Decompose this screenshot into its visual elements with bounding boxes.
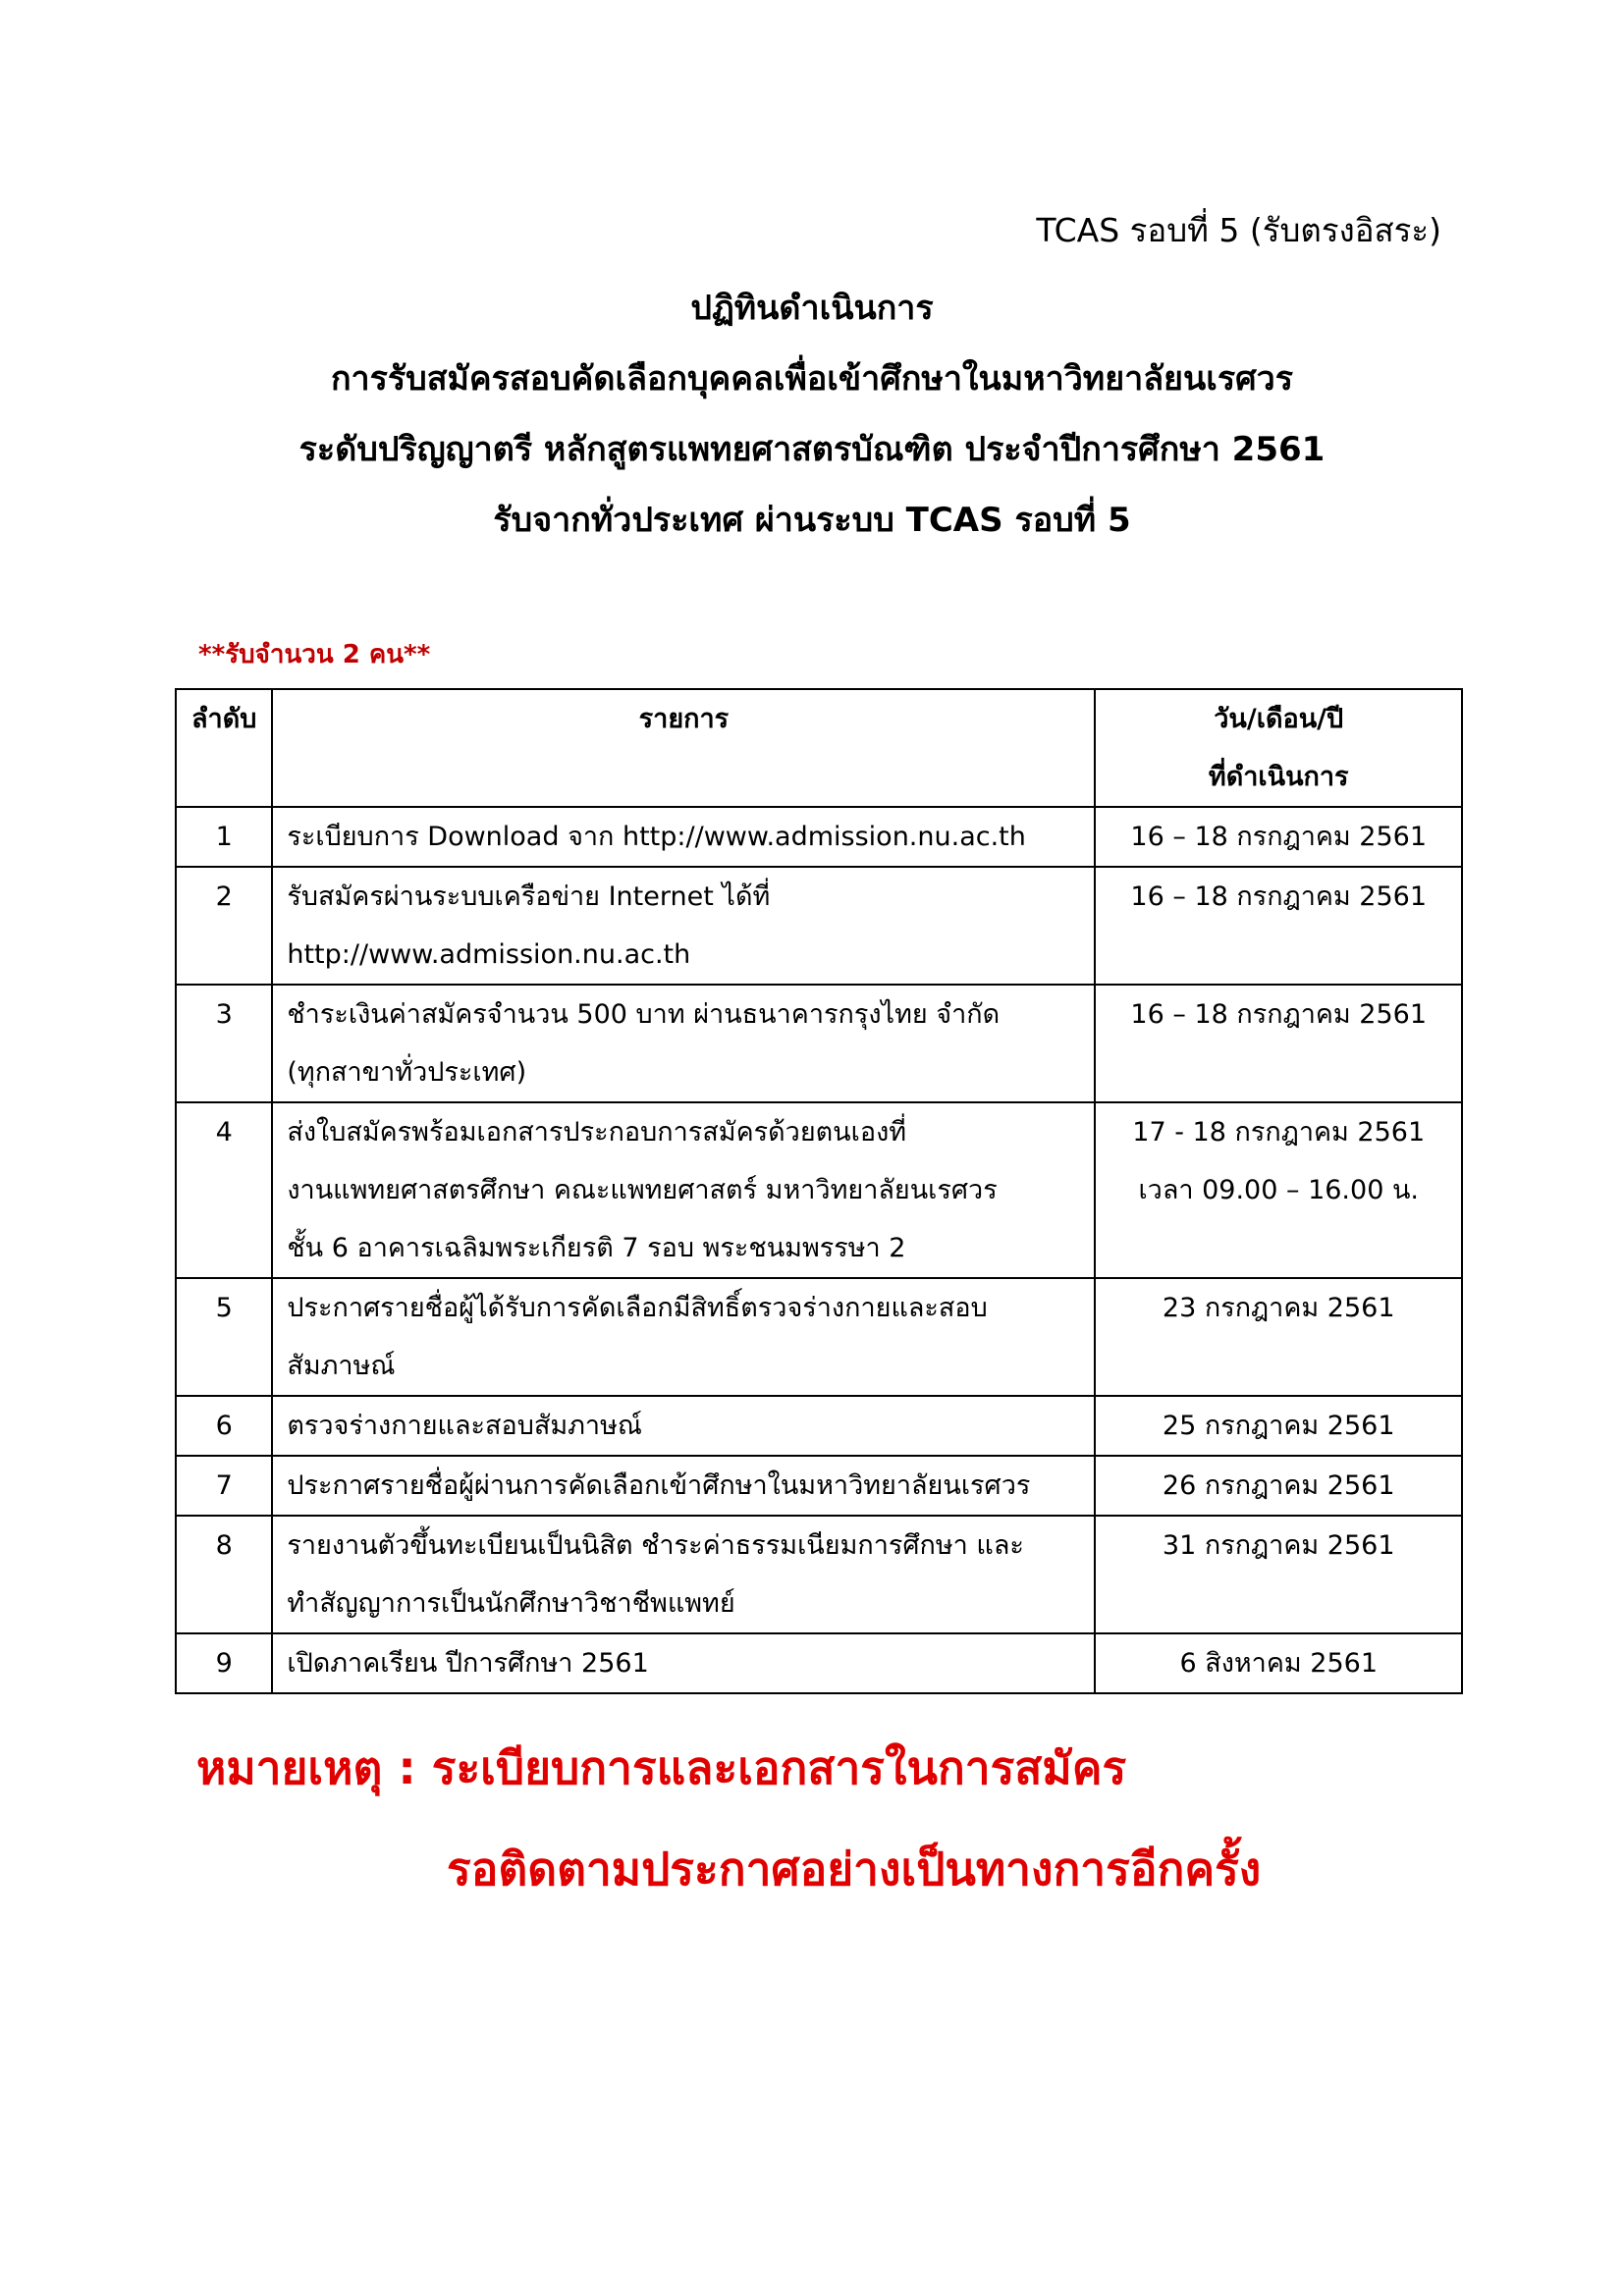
table-header-row [176,689,1462,807]
table-row [176,1278,1462,1396]
title-line: ระดับปริญญาตรี หลักสูตรแพทยศาสตรบัณฑิต ประจำปีการศึกษา 2561 [298,430,1326,469]
row-item-line: ส่งใบสมัครพร้อมเอกสารประกอบการสมัครด้วยตนเองที่ [287,1117,907,1148]
row-number: 7 [176,1456,272,1516]
row-date-line: 16 – 18 กรกฎาคม 2561 [1130,881,1428,912]
header-no: ลำดับ [176,689,272,807]
row-date [1095,1516,1462,1633]
row-number: 5 [176,1278,272,1396]
row-item-line: รับสมัครผ่านระบบเครือข่าย Internet ได้ที่ [287,881,771,912]
header-item: รายการ [272,689,1095,807]
row-date [1095,1456,1462,1516]
row-item [272,1516,1095,1633]
row-number: 4 [176,1102,272,1278]
header-date-line: ที่ดำเนินการ [1208,762,1349,792]
row-number: 3 [176,985,272,1102]
remark-line-2: รอติดตามประกาศอย่างเป็นทางการอีกครั้ง [447,1842,1262,1896]
row-date-line: 6 สิงหาคม 2561 [1179,1648,1378,1679]
row-item-line: รายงานตัวขึ้นทะเบียนเป็นนิสิต ชำระค่าธรรมเนียมการศึกษา และ [287,1530,1024,1561]
quota-note: **รับจำนวน 2 คน** [198,640,431,669]
header-date-line: วัน/เดือน/ปี [1214,704,1344,734]
row-number: 8 [176,1516,272,1633]
row-number: 9 [176,1633,272,1693]
row-item-line: ทำสัญญาการเป็นนักศึกษาวิชาชีพแพทย์ [287,1588,735,1619]
row-item [272,1396,1095,1456]
row-item [272,985,1095,1102]
schedule-table [175,688,1463,1694]
row-number: 1 [176,807,272,867]
row-date-line: 26 กรกฎาคม 2561 [1162,1470,1395,1501]
table-row [176,807,1462,867]
row-item-line: ประกาศรายชื่อผู้ผ่านการคัดเลือกเข้าศึกษาในมหาวิทยาลัยนเรศวร [287,1470,1031,1501]
row-item [272,1633,1095,1693]
schedule-body [176,807,1462,1693]
row-item-line: ตรวจร่างกายและสอบสัมภาษณ์ [287,1411,642,1441]
row-item-line: ชั้น 6 อาคารเฉลิมพระเกียรติ 7 รอบ พระชนมพรรษา 2 [287,1233,906,1263]
table-row [176,1516,1462,1633]
row-item-line: เปิดภาคเรียน ปีการศึกษา 2561 [287,1648,649,1679]
row-date [1095,1102,1462,1278]
row-date-line: 16 – 18 กรกฎาคม 2561 [1130,999,1428,1030]
title-line: การรับสมัครสอบคัดเลือกบุคคลเพื่อเข้าศึกษาในมหาวิทยาลัยนเรศวร [330,359,1294,399]
row-number: 6 [176,1396,272,1456]
table-row [176,1396,1462,1456]
row-item-line: งานแพทยศาสตรศึกษา คณะแพทยศาสตร์ มหาวิทยาลัยนเรศวร [287,1175,998,1205]
table-row [176,867,1462,985]
row-date [1095,1396,1462,1456]
table-row [176,985,1462,1102]
row-date [1095,807,1462,867]
row-item-line: (ทุกสาขาทั่วประเทศ) [287,1057,527,1088]
row-date [1095,1633,1462,1693]
row-item-line: ระเบียบการ Download จาก http://www.admission.nu.ac.th [287,822,1026,852]
row-date [1095,985,1462,1102]
row-item [272,807,1095,867]
title-line: ปฏิทินดำเนินการ [690,289,934,328]
row-item-line: ชำระเงินค่าสมัครจำนวน 500 บาท ผ่านธนาคารกรุงไทย จำกัด [287,999,1001,1030]
title-line: รับจากทั่วประเทศ ผ่านระบบ TCAS รอบที่ 5 [493,501,1131,540]
document-title [0,273,1624,556]
round-label: TCAS รอบที่ 5 (รับตรงอิสระ) [1036,211,1441,249]
row-date-line: 16 – 18 กรกฎาคม 2561 [1130,822,1428,852]
row-item-line: ประกาศรายชื่อผู้ได้รับการคัดเลือกมีสิทธิ์ตรวจร่างกายและสอบ [287,1293,988,1323]
row-date-line: 17 - 18 กรกฎาคม 2561 [1132,1117,1426,1148]
row-date-line: 23 กรกฎาคม 2561 [1162,1293,1395,1323]
row-item [272,1102,1095,1278]
row-date [1095,1278,1462,1396]
row-number: 2 [176,867,272,985]
header-date [1095,689,1462,807]
table-row [176,1102,1462,1278]
row-date-line: 31 กรกฎาคม 2561 [1162,1530,1395,1561]
row-item-line: http://www.admission.nu.ac.th [287,939,691,970]
row-item-line: สัมภาษณ์ [287,1351,396,1381]
remark-line-1: หมายเหตุ : ระเบียบการและเอกสารในการสมัคร [196,1741,1127,1794]
row-item [272,867,1095,985]
row-date-line: เวลา 09.00 – 16.00 น. [1138,1175,1419,1205]
row-date [1095,867,1462,985]
table-row [176,1633,1462,1693]
row-date-line: 25 กรกฎาคม 2561 [1162,1411,1395,1441]
table-row [176,1456,1462,1516]
row-item [272,1278,1095,1396]
row-item [272,1456,1095,1516]
